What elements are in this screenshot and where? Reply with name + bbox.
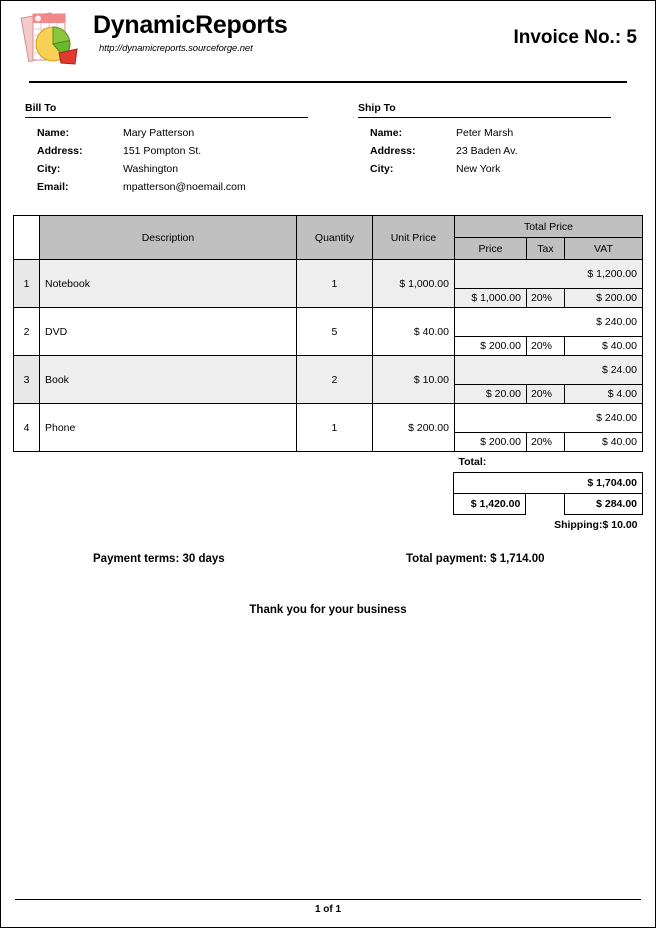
document-footer [15, 899, 641, 915]
vat-total-value: $ 284.00 [564, 494, 642, 515]
field-value: Washington [123, 163, 179, 175]
row-tax: 20% [526, 433, 564, 452]
row-unit-price: $ 1,000.00 [372, 260, 454, 308]
bill-to-title: Bill To [25, 102, 308, 118]
header-tax: Tax [526, 238, 564, 260]
row-tax: 20% [526, 289, 564, 308]
thank-you-message: Thank you for your business [249, 604, 407, 616]
bill-to-row [37, 160, 246, 178]
field-value: 151 Pompton St. [123, 145, 202, 157]
shipping-value: Shipping:$ 10.00 [554, 519, 638, 531]
totals-table [453, 452, 643, 535]
brand-url: http://dynamicreports.sourceforge.net [99, 43, 253, 54]
row-quantity: 1 [296, 404, 372, 452]
net-total-value: $ 1,420.00 [454, 494, 526, 515]
row-tax: 20% [526, 337, 564, 356]
grand-total-value: $ 1,704.00 [454, 473, 643, 494]
pie-chart-report-logo-icon [19, 9, 89, 75]
row-total: $ 1,200.00 [454, 260, 642, 289]
totals-label-row [454, 452, 643, 473]
row-price: $ 20.00 [454, 385, 526, 404]
document-header [15, 1, 641, 83]
row-total: $ 240.00 [454, 404, 642, 433]
ship-to-block [328, 102, 631, 196]
ship-to-row [370, 142, 518, 160]
field-label: Address: [37, 145, 83, 157]
row-quantity: 2 [296, 356, 372, 404]
header-quantity: Quantity [296, 216, 372, 260]
row-description: Book [40, 356, 297, 404]
page-indicator: 1 of 1 [314, 904, 342, 915]
table-row [14, 356, 643, 385]
row-quantity: 5 [296, 308, 372, 356]
row-total: $ 240.00 [454, 308, 642, 337]
row-description: Phone [40, 404, 297, 452]
row-price: $ 200.00 [454, 433, 526, 452]
row-vat: $ 200.00 [564, 289, 642, 308]
row-description: DVD [40, 308, 297, 356]
brand-name: DynamicReports [93, 11, 288, 39]
items-table [13, 215, 643, 452]
row-description: Notebook [40, 260, 297, 308]
row-index: 3 [14, 356, 40, 404]
header-row-primary [14, 216, 643, 238]
bill-to-row [37, 124, 246, 142]
brand-block [93, 13, 287, 54]
invoice-number: Invoice No.: 5 [513, 27, 637, 48]
items-table-wrapper [13, 215, 643, 452]
ship-to-row [370, 160, 518, 178]
row-index: 1 [14, 260, 40, 308]
header-total-price: Total Price [454, 216, 642, 238]
row-quantity: 1 [296, 260, 372, 308]
bill-to-table [37, 124, 246, 196]
field-value: Peter Marsh [456, 127, 514, 139]
field-label: Email: [37, 181, 69, 193]
header-vat: VAT [564, 238, 642, 260]
items-table-body [14, 260, 643, 452]
ship-to-row [370, 124, 518, 142]
totals-tax-spacer [526, 494, 564, 515]
row-unit-price: $ 10.00 [372, 356, 454, 404]
table-row [14, 308, 643, 337]
row-vat: $ 4.00 [564, 385, 642, 404]
field-label: Address: [370, 145, 416, 157]
bill-to-row [37, 142, 246, 160]
table-row [14, 404, 643, 433]
totals-wrapper [13, 452, 643, 535]
field-value: New York [456, 163, 501, 175]
row-vat: $ 40.00 [564, 337, 642, 356]
header-price: Price [454, 238, 526, 260]
total-payment: Total payment: $ 1,714.00 [406, 553, 545, 565]
row-index: 4 [14, 404, 40, 452]
bill-to-block [25, 102, 328, 196]
row-total: $ 24.00 [454, 356, 642, 385]
field-value: 23 Baden Av. [456, 145, 518, 157]
payment-terms: Payment terms: 30 days [93, 553, 225, 565]
row-index: 2 [14, 308, 40, 356]
field-value: Mary Patterson [123, 127, 195, 139]
field-value: mpatterson@noemail.com [123, 181, 246, 193]
ship-to-table [370, 124, 518, 178]
row-price: $ 1,000.00 [454, 289, 526, 308]
field-label: City: [370, 163, 394, 175]
shipping-row [454, 515, 643, 536]
row-price: $ 200.00 [454, 337, 526, 356]
payment-summary-row [13, 553, 643, 565]
totals-label: Total: [458, 456, 487, 468]
items-table-head [14, 216, 643, 260]
field-label: Name: [370, 127, 403, 139]
totals-grand-row [454, 473, 643, 494]
field-label: City: [37, 163, 61, 175]
header-unit-price: Unit Price [372, 216, 454, 260]
parties-section [25, 102, 631, 196]
row-tax: 20% [526, 385, 564, 404]
bill-to-row [37, 178, 246, 196]
ship-to-title: Ship To [358, 102, 611, 118]
totals-breakdown-row [454, 494, 643, 515]
row-unit-price: $ 40.00 [372, 308, 454, 356]
header-index [14, 216, 40, 260]
field-label: Name: [37, 127, 70, 139]
header-divider [29, 81, 627, 83]
row-vat: $ 40.00 [564, 433, 642, 452]
table-row [14, 260, 643, 289]
row-unit-price: $ 200.00 [372, 404, 454, 452]
header-description: Description [40, 216, 297, 260]
